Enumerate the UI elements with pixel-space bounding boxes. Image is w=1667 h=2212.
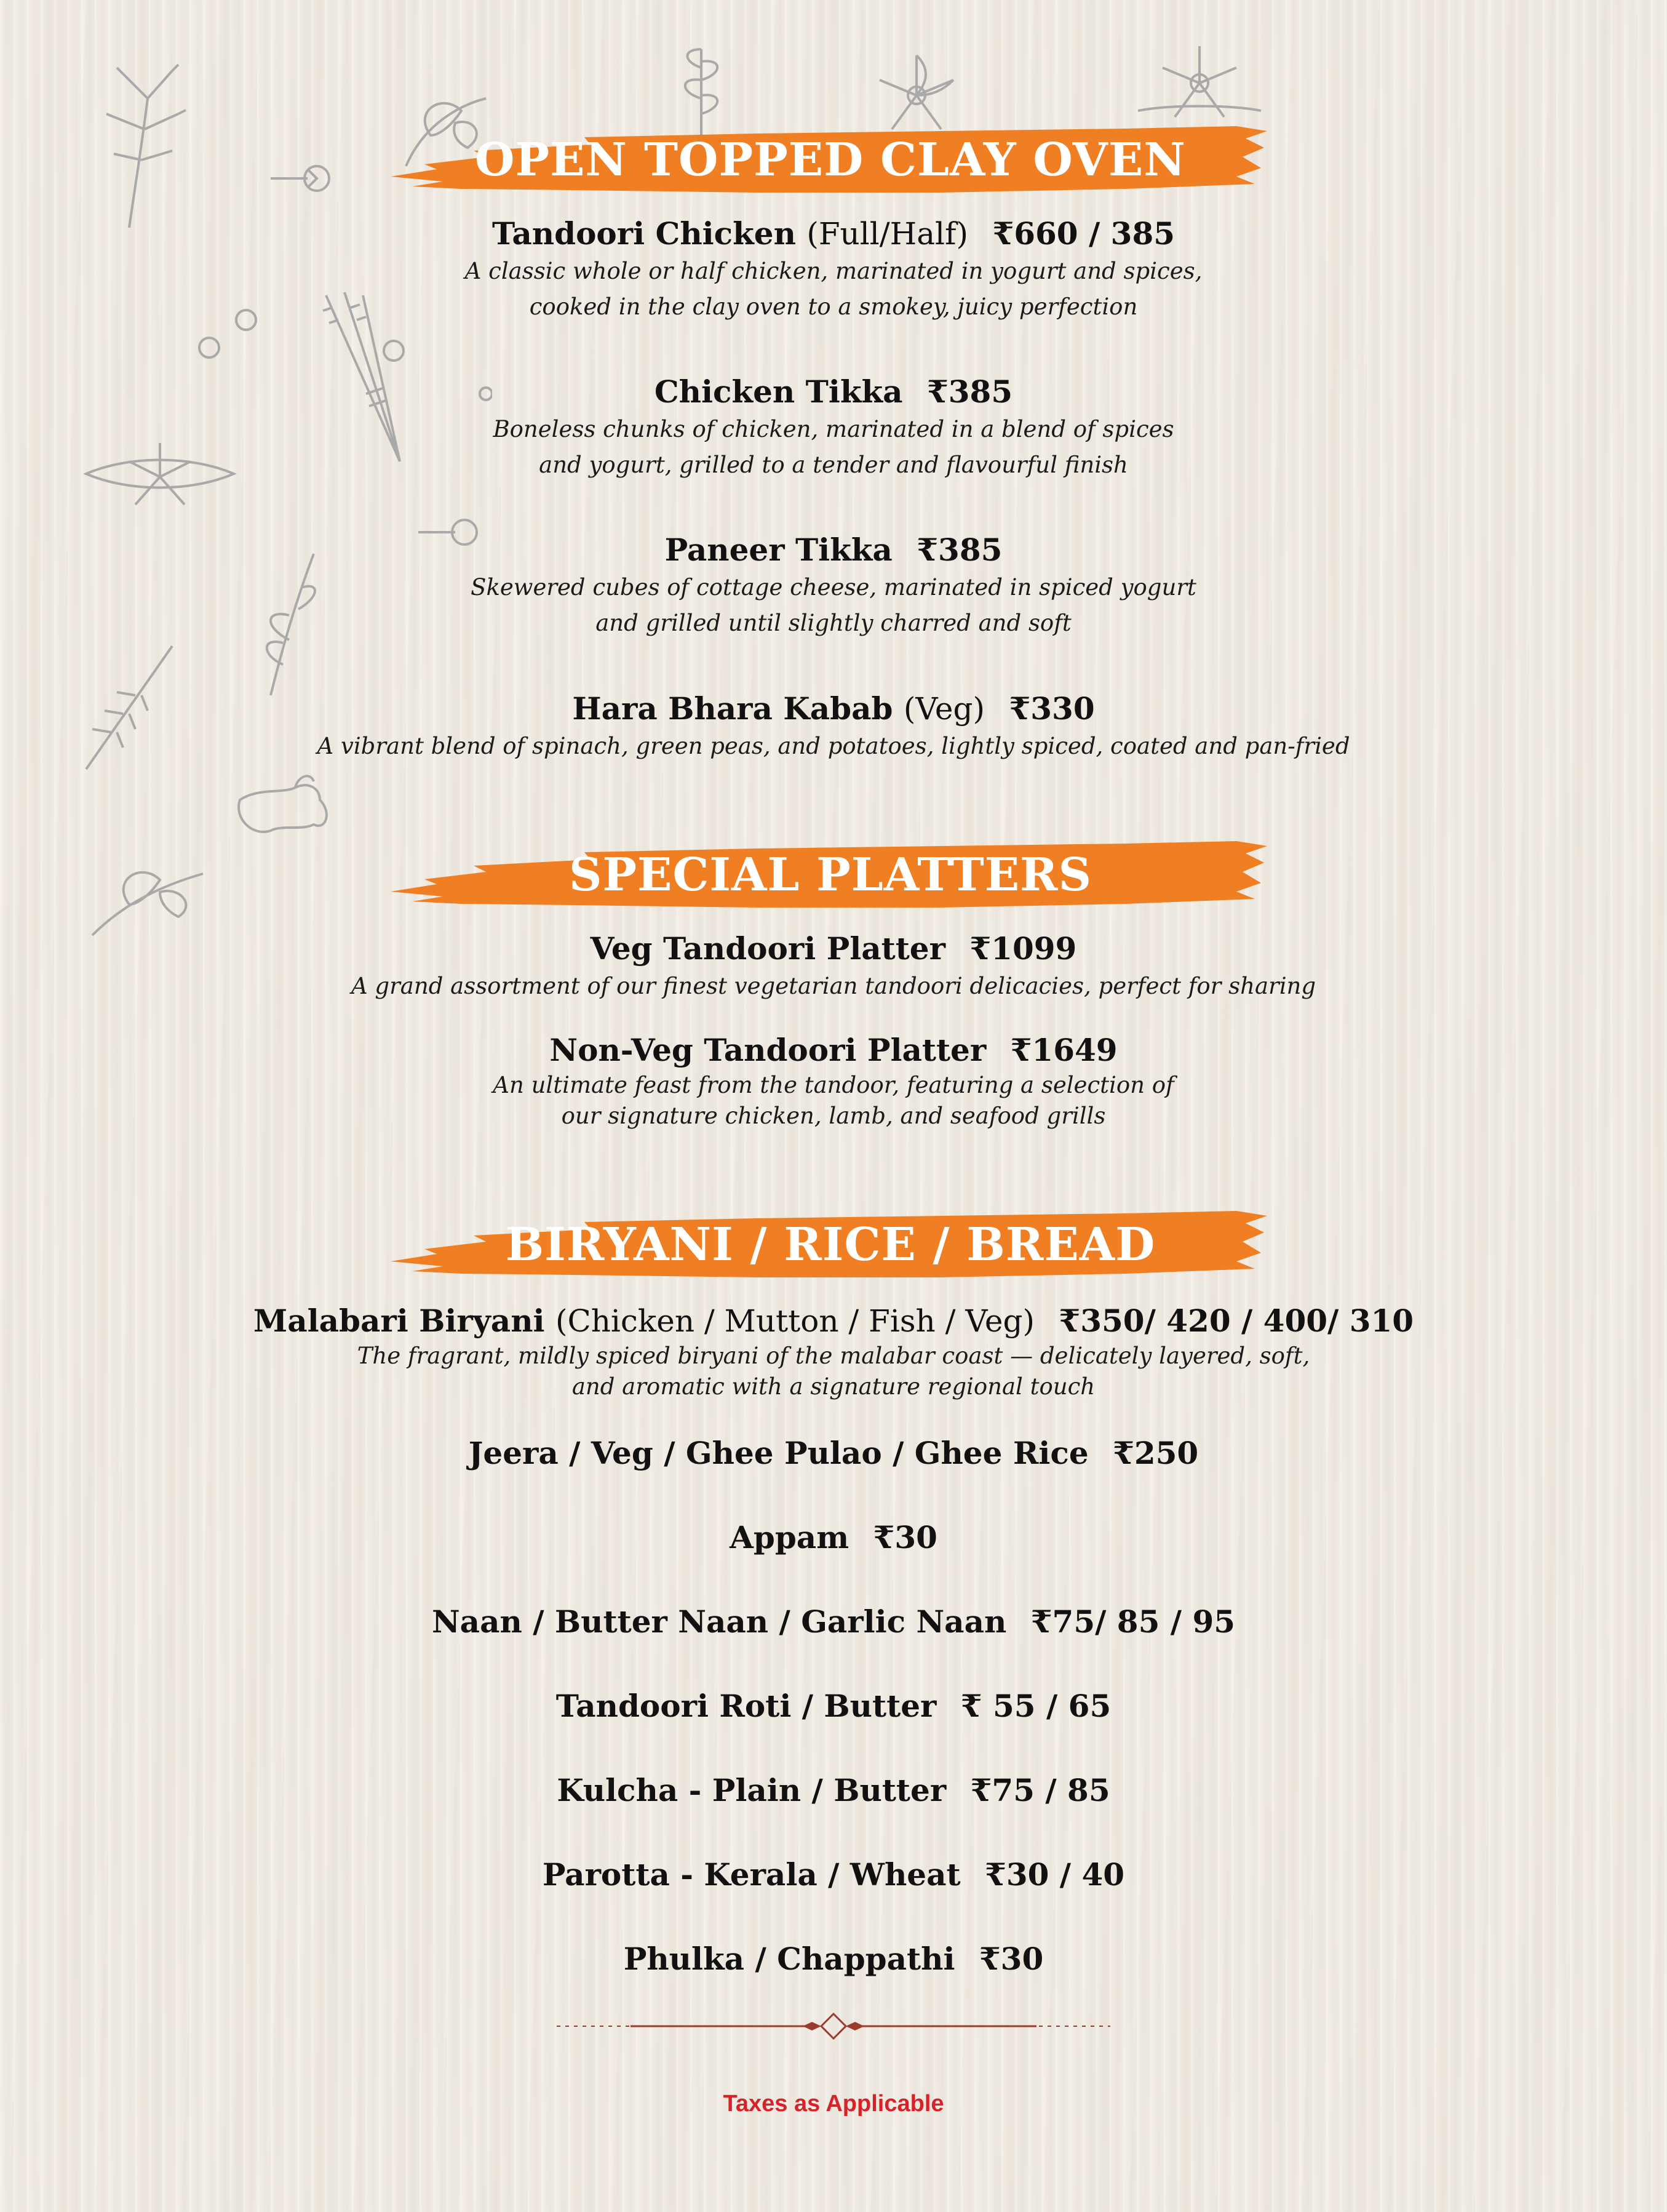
star-anise-icon — [1132, 37, 1267, 129]
item-name: Naan / Butter Naan / Garlic Naan — [431, 1603, 1007, 1640]
item-description-line: and aromatic with a signature regional touch — [571, 1373, 1096, 1400]
ginger-icon — [228, 763, 344, 855]
section-title: SPECIAL PLATTERS — [568, 848, 1092, 901]
menu-item-tandoori-roti — [0, 1687, 1667, 1726]
item-price: ₹30 / 40 — [985, 1856, 1125, 1893]
menu-item-chicken-tikka — [0, 372, 1667, 483]
menu-item-malabari-biryani — [0, 1301, 1667, 1402]
item-price: ₹350/ 420 / 400/ 310 — [1059, 1303, 1414, 1339]
item-description-line: and yogurt, grilled to a tender and flavourful finish — [539, 452, 1128, 478]
item-name: Jeera / Veg / Ghee Pulao / Ghee Rice — [468, 1435, 1089, 1471]
item-name: Hara Bhara Kabab — [572, 690, 893, 727]
item-price: ₹30 — [873, 1519, 937, 1555]
section-title: OPEN TOPPED CLAY OVEN — [475, 134, 1186, 186]
section-title: BIRYANI / RICE / BREAD — [505, 1218, 1156, 1271]
item-description-line: our signature chicken, lamb, and seafood grills — [561, 1103, 1106, 1129]
item-description-line: cooked in the clay oven to a smokey, juicy perfection — [529, 293, 1138, 320]
item-price: ₹250 — [1113, 1435, 1199, 1471]
item-price: ₹75/ 85 / 95 — [1030, 1603, 1236, 1640]
menu-item-naan — [0, 1602, 1667, 1642]
section-banner-biryani-rice-bread — [388, 1205, 1273, 1285]
clove-icon — [265, 157, 338, 200]
basil-icon — [86, 843, 209, 941]
item-variant: (Veg) — [903, 691, 985, 727]
menu-item-paneer-tikka — [0, 530, 1667, 641]
item-price: ₹385 — [917, 532, 1003, 568]
item-description-line: The fragrant, mildly spiced biryani of the malabar coast — delicately layered, soft, — [357, 1343, 1310, 1369]
item-description-line: An ultimate feast from the tandoor, featuring a selection of — [493, 1072, 1174, 1098]
item-description-line: Skewered cubes of cottage cheese, marinated in spiced yogurt — [471, 574, 1196, 601]
item-name: Veg Tandoori Platter — [590, 930, 945, 967]
menu-item-veg-tandoori-platter — [0, 929, 1667, 1004]
item-description-line: Boneless chunks of chicken, marinated in a blend of spices — [493, 416, 1174, 442]
dill-sprig-icon — [92, 62, 203, 234]
menu-item-pulao-rice — [0, 1434, 1667, 1473]
item-price: ₹ 55 / 65 — [960, 1688, 1112, 1724]
item-price: ₹330 — [1009, 690, 1095, 727]
menu-item-kulcha — [0, 1771, 1667, 1810]
item-name: Non-Veg Tandoori Platter — [549, 1032, 987, 1068]
item-price: ₹30 — [979, 1941, 1044, 1977]
item-name: Tandoori Roti / Butter — [555, 1688, 937, 1724]
item-price: ₹660 / 385 — [992, 215, 1176, 252]
menu-item-non-veg-tandoori-platter — [0, 1031, 1667, 1132]
item-name: Kulcha - Plain / Butter — [557, 1772, 947, 1808]
item-description-line: A vibrant blend of spinach, green peas, and potatoes, lightly spiced, coated and pan-fried — [317, 733, 1350, 759]
item-price: ₹385 — [926, 373, 1013, 410]
menu-item-hara-bhara-kabab — [0, 689, 1667, 764]
menu-item-phulka — [0, 1939, 1667, 1979]
menu-item-tandoori-chicken — [0, 214, 1667, 325]
item-name: Phulka / Chappathi — [623, 1941, 955, 1977]
menu-item-appam — [0, 1518, 1667, 1557]
item-price: ₹75 / 85 — [970, 1772, 1110, 1808]
item-description-line: A classic whole or half chicken, marinated in yogurt and spices, — [464, 258, 1203, 284]
taxes-note: Taxes as Applicable — [723, 2091, 944, 2117]
item-name: Paneer Tikka — [664, 532, 893, 568]
item-description-line: and grilled until slightly charred and soft — [595, 610, 1072, 636]
ornamental-divider — [557, 2011, 1110, 2042]
item-variant: (Full/Half) — [806, 216, 969, 252]
item-variant: (Chicken / Mutton / Fish / Veg) — [555, 1303, 1035, 1339]
item-price: ₹1649 — [1010, 1032, 1118, 1068]
item-price: ₹1099 — [969, 930, 1077, 967]
item-name: Tandoori Chicken — [491, 215, 796, 252]
section-banner-special-platters — [388, 835, 1273, 915]
item-name: Malabari Biryani — [253, 1303, 545, 1339]
item-description-line: A grand assortment of our finest vegetarian tandoori delicacies, perfect for sharing — [351, 973, 1316, 999]
menu-item-parotta — [0, 1855, 1667, 1895]
item-name: Appam — [730, 1519, 849, 1555]
item-name: Parotta - Kerala / Wheat — [542, 1856, 961, 1893]
section-banner-clay-oven — [388, 120, 1273, 200]
item-name: Chicken Tikka — [654, 373, 903, 410]
